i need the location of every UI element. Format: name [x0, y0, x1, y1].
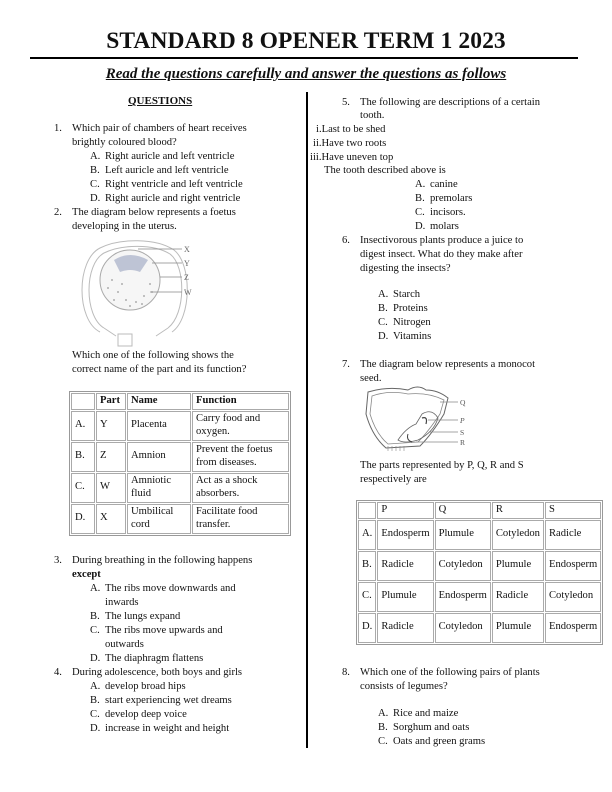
question-text: The following are descriptions of a certain [360, 97, 541, 108]
table-row: C. Plumule Endosperm Radicle Cotyledon [358, 582, 601, 612]
option-b: B. start experiencing wet dreams [90, 695, 232, 706]
table-row: A. Y Placenta Carry food and oxygen. [71, 411, 289, 441]
option-a: A. canine [415, 179, 458, 190]
table-row: C. W Amniotic fluid Act as a shock absorbers. [71, 473, 289, 503]
option-c: C. Nitrogen [378, 317, 431, 328]
question-number: 8. [342, 667, 350, 678]
option-a: A. The ribs move downwards and [90, 583, 236, 594]
page-title: STANDARD 8 OPENER TERM 1 2023 [106, 28, 506, 54]
q7-answer-table [356, 500, 603, 645]
label-w: W [184, 288, 192, 297]
option-c-continued: outwards [105, 639, 144, 650]
option-d: D. The diaphragm flattens [90, 653, 204, 664]
question-text: developing in the uterus. [72, 221, 177, 232]
table-row: A. Endosperm Plumule Cotyledon Radicle [358, 520, 601, 550]
option-a: A. Starch [378, 289, 421, 300]
option-c: C. develop deep voice [90, 709, 187, 720]
question-number: 3. [54, 555, 62, 566]
question-text: Which pair of chambers of heart receives [72, 123, 247, 134]
option-b: B. Left auricle and left ventricle [90, 165, 229, 176]
label-x: X [184, 245, 190, 254]
question-text: During adolescence, both boys and girls [72, 667, 243, 678]
question-text: The diagram below represents a monocot [360, 359, 536, 370]
table-row: B. Radicle Cotyledon Plumule Endosperm [358, 551, 601, 581]
option-b: B. Proteins [378, 303, 428, 314]
monocot-seed-diagram [358, 384, 468, 454]
option-c: C. Right ventricle and left ventricle [90, 179, 243, 190]
label-y: Y [184, 259, 190, 268]
option-a-continued: inwards [105, 597, 139, 608]
option-a: A. develop broad hips [90, 681, 186, 692]
label-q: Q [460, 398, 466, 407]
label-z: Z [184, 273, 189, 282]
option-c: C. Oats and green grams [378, 736, 486, 747]
option-b: B. The lungs expand [90, 611, 181, 622]
option-b: B. Sorghum and oats [378, 722, 470, 733]
question-prompt: correct name of the part and its function? [72, 364, 247, 375]
option-d: D. Right auricle and right ventricle [90, 193, 241, 204]
question-text: The diagram below represents a foetus [72, 207, 236, 218]
option-a: A. Rice and maize [378, 708, 459, 719]
table-row: B. Z Amnion Prevent the foetus from diseases. [71, 442, 289, 472]
table-header-row: P Q R S [358, 502, 601, 519]
question-text: Insectivorous plants produce a juice to [360, 235, 524, 246]
table-row: D. Radicle Cotyledon Plumule Endosperm [358, 613, 601, 643]
label-r: R [460, 438, 466, 447]
description-item: iii.Have uneven top [310, 152, 394, 163]
option-c: C. The ribs move upwards and [90, 625, 223, 636]
option-d: D. molars [415, 221, 459, 232]
question-text: digest insect. What do they make after [360, 249, 523, 260]
question-number: 7. [342, 359, 350, 370]
q2-answer-table [69, 391, 291, 536]
option-d: D. Vitamins [378, 331, 432, 342]
question-number: 6. [342, 235, 350, 246]
foetus-diagram [70, 240, 210, 348]
title-underline [30, 57, 578, 59]
question-prompt: respectively are [360, 474, 427, 485]
question-text: consists of legumes? [360, 681, 448, 692]
question-number: 4. [54, 667, 62, 678]
question-number: 5. [342, 97, 350, 108]
question-number: 2. [54, 207, 62, 218]
question-text: tooth. [360, 110, 385, 121]
instructions: Read the questions carefully and answer the questions as follows [105, 66, 507, 82]
question-text: During breathing in the following happens [72, 555, 253, 566]
question-text: Which one of the following pairs of plants [360, 667, 540, 678]
column-divider [306, 92, 308, 748]
option-a: A. Right auricle and left ventricle [90, 151, 235, 162]
option-c: C. incisors. [415, 207, 466, 218]
table-header-row: Part Name Function [71, 393, 289, 410]
question-prompt: Which one of the following shows the [72, 350, 234, 361]
question-emphasis: except [72, 569, 101, 580]
question-prompt: The parts represented by P, Q, R and S [360, 460, 524, 471]
question-prompt: The tooth described above is [324, 165, 446, 176]
description-item: i.Last to be shed [316, 124, 386, 135]
table-row: D. X Umbilical cord Facilitate food transfer. [71, 504, 289, 534]
question-text: seed. [360, 373, 382, 384]
question-text: brightly coloured blood? [72, 137, 177, 148]
option-d: D. increase in weight and height [90, 723, 230, 734]
question-text: digesting the insects? [360, 263, 451, 274]
section-heading: QUESTIONS [128, 95, 193, 107]
question-number: 1. [54, 123, 62, 134]
option-b: B. premolars [415, 193, 473, 204]
description-item: ii.Have two roots [313, 138, 387, 149]
label-p: P [460, 416, 465, 425]
label-s: S [460, 428, 465, 437]
